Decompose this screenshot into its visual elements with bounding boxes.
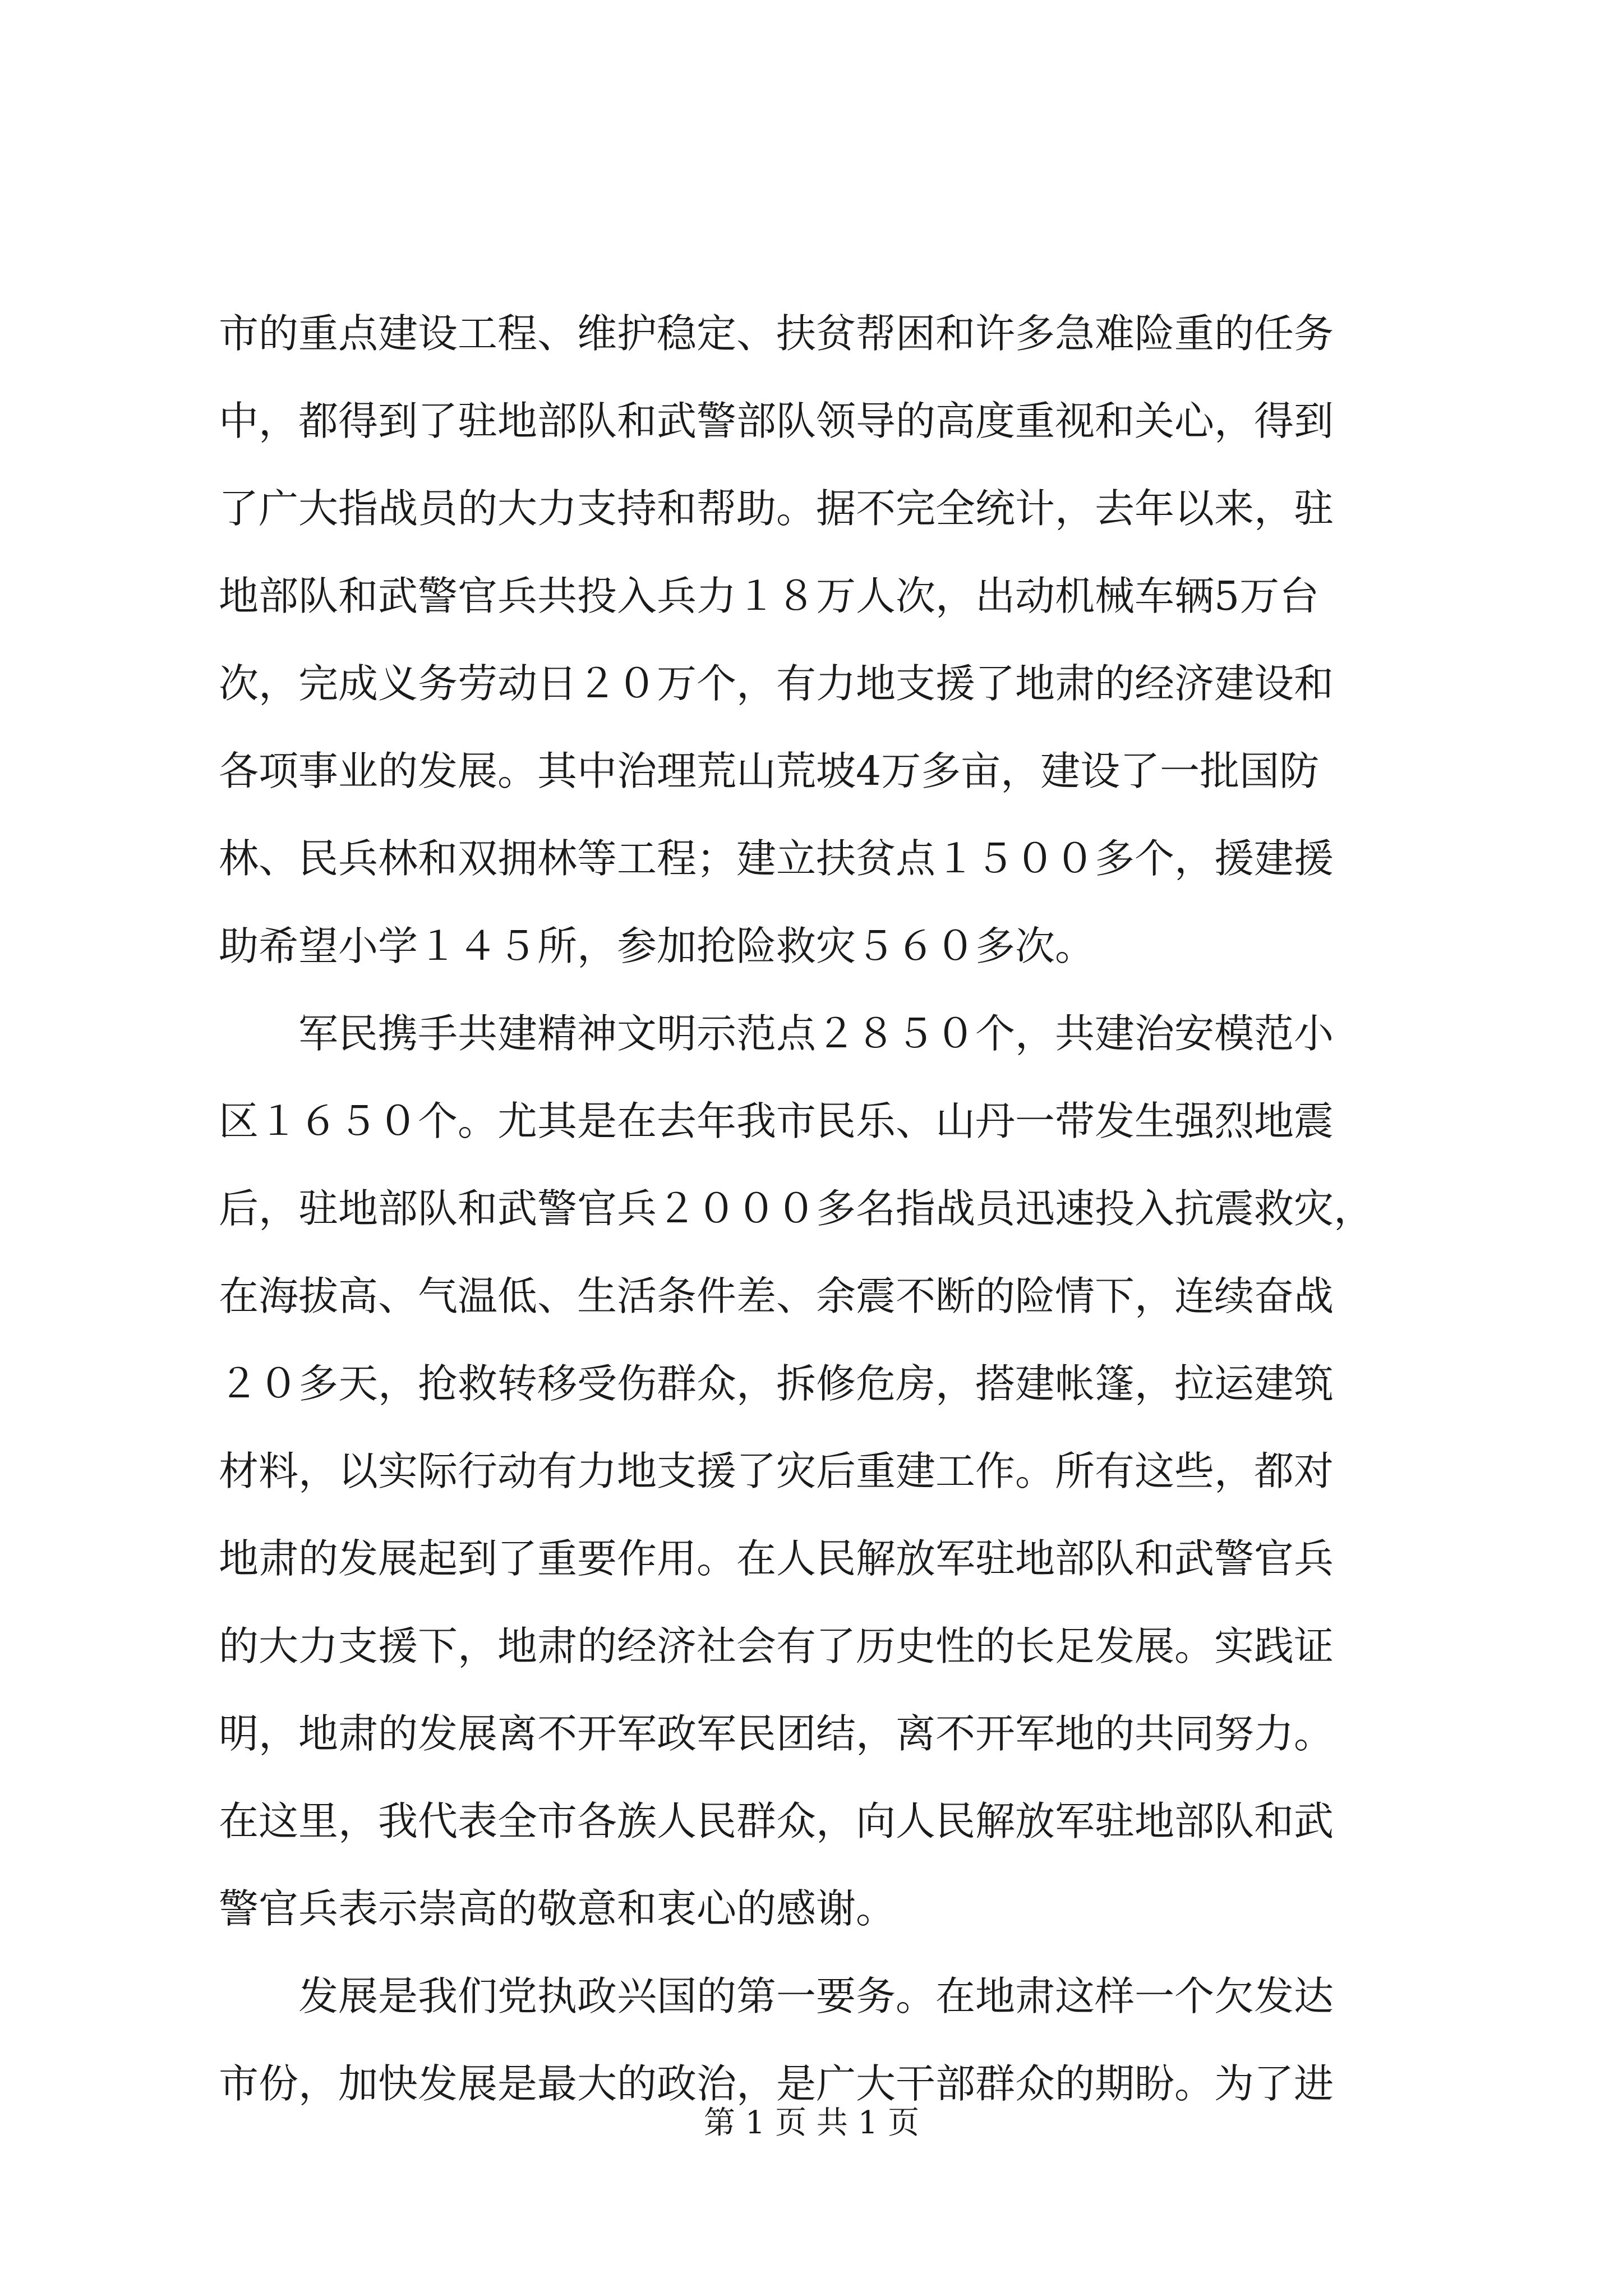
paragraph-start-line: 发展是我们党执政兴国的第一要务。在地肃这样一个欠发达 (298, 1973, 1334, 2019)
text-line: 警官兵表示崇高的敬意和衷心的感谢。 (219, 1885, 896, 1932)
text-line: 次，完成义务劳动日２０万个，有力地支援了地肃的经济建设和 (219, 660, 1334, 707)
text-line: 地肃的发展起到了重要作用。在人民解放军驻地部队和武警官兵 (219, 1535, 1334, 1582)
text-line: 各项事业的发展。其中治理荒山荒坡4万多亩，建设了一批国防 (219, 748, 1320, 794)
page-footer: 第 1 页 共 1 页 (703, 2105, 920, 2141)
text-line: 后，驻地部队和武警官兵２０００多名指战员迅速投入抗震救灾， (219, 1185, 1374, 1232)
text-line: 在海拔高、气温低、生活条件差、余震不断的险情下，连续奋战 (219, 1273, 1334, 1319)
text-line: 区１６５０个。尤其是在去年我市民乐、山丹一带发生强烈地震 (219, 1098, 1334, 1144)
text-line: 助希望小学１４５所，参加抢险救灾５６０多次。 (219, 923, 1095, 969)
text-line: 中，都得到了驻地部队和武警部队领导的高度重视和关心，得到 (219, 398, 1334, 444)
text-line: 了广大指战员的大力支持和帮助。据不完全统计，去年以来，驻 (219, 485, 1334, 532)
text-line: 市的重点建设工程、维护稳定、扶贫帮困和许多急难险重的任务 (219, 310, 1334, 357)
text-line: 在这里，我代表全市各族人民群众，向人民解放军驻地部队和武 (219, 1798, 1334, 1844)
paragraph-start-line: 军民携手共建精神文明示范点２８５０个，共建治安模范小 (298, 1010, 1334, 1057)
text-line: 市份，加快发展是最大的政治，是广大干部群众的期盼。为了进 (219, 2060, 1334, 2107)
text-line: 林、民兵林和双拥林等工程；建立扶贫点１５００多个，援建援 (219, 835, 1334, 882)
text-line: ２０多天，抢救转移受伤群众，拆修危房，搭建帐篷，拉运建筑 (219, 1360, 1334, 1407)
text-line: 明，地肃的发展离不开军政军民团结，离不开军地的共同努力。 (219, 1710, 1334, 1757)
text-line: 材料，以实际行动有力地支援了灾后重建工作。所有这些，都对 (219, 1448, 1334, 1494)
text-line: 地部队和武警官兵共投入兵力１８万人次，出动机械车辆5万台 (219, 573, 1320, 619)
text-line: 的大力支援下，地肃的经济社会有了历史性的长足发展。实践证 (219, 1623, 1334, 1669)
